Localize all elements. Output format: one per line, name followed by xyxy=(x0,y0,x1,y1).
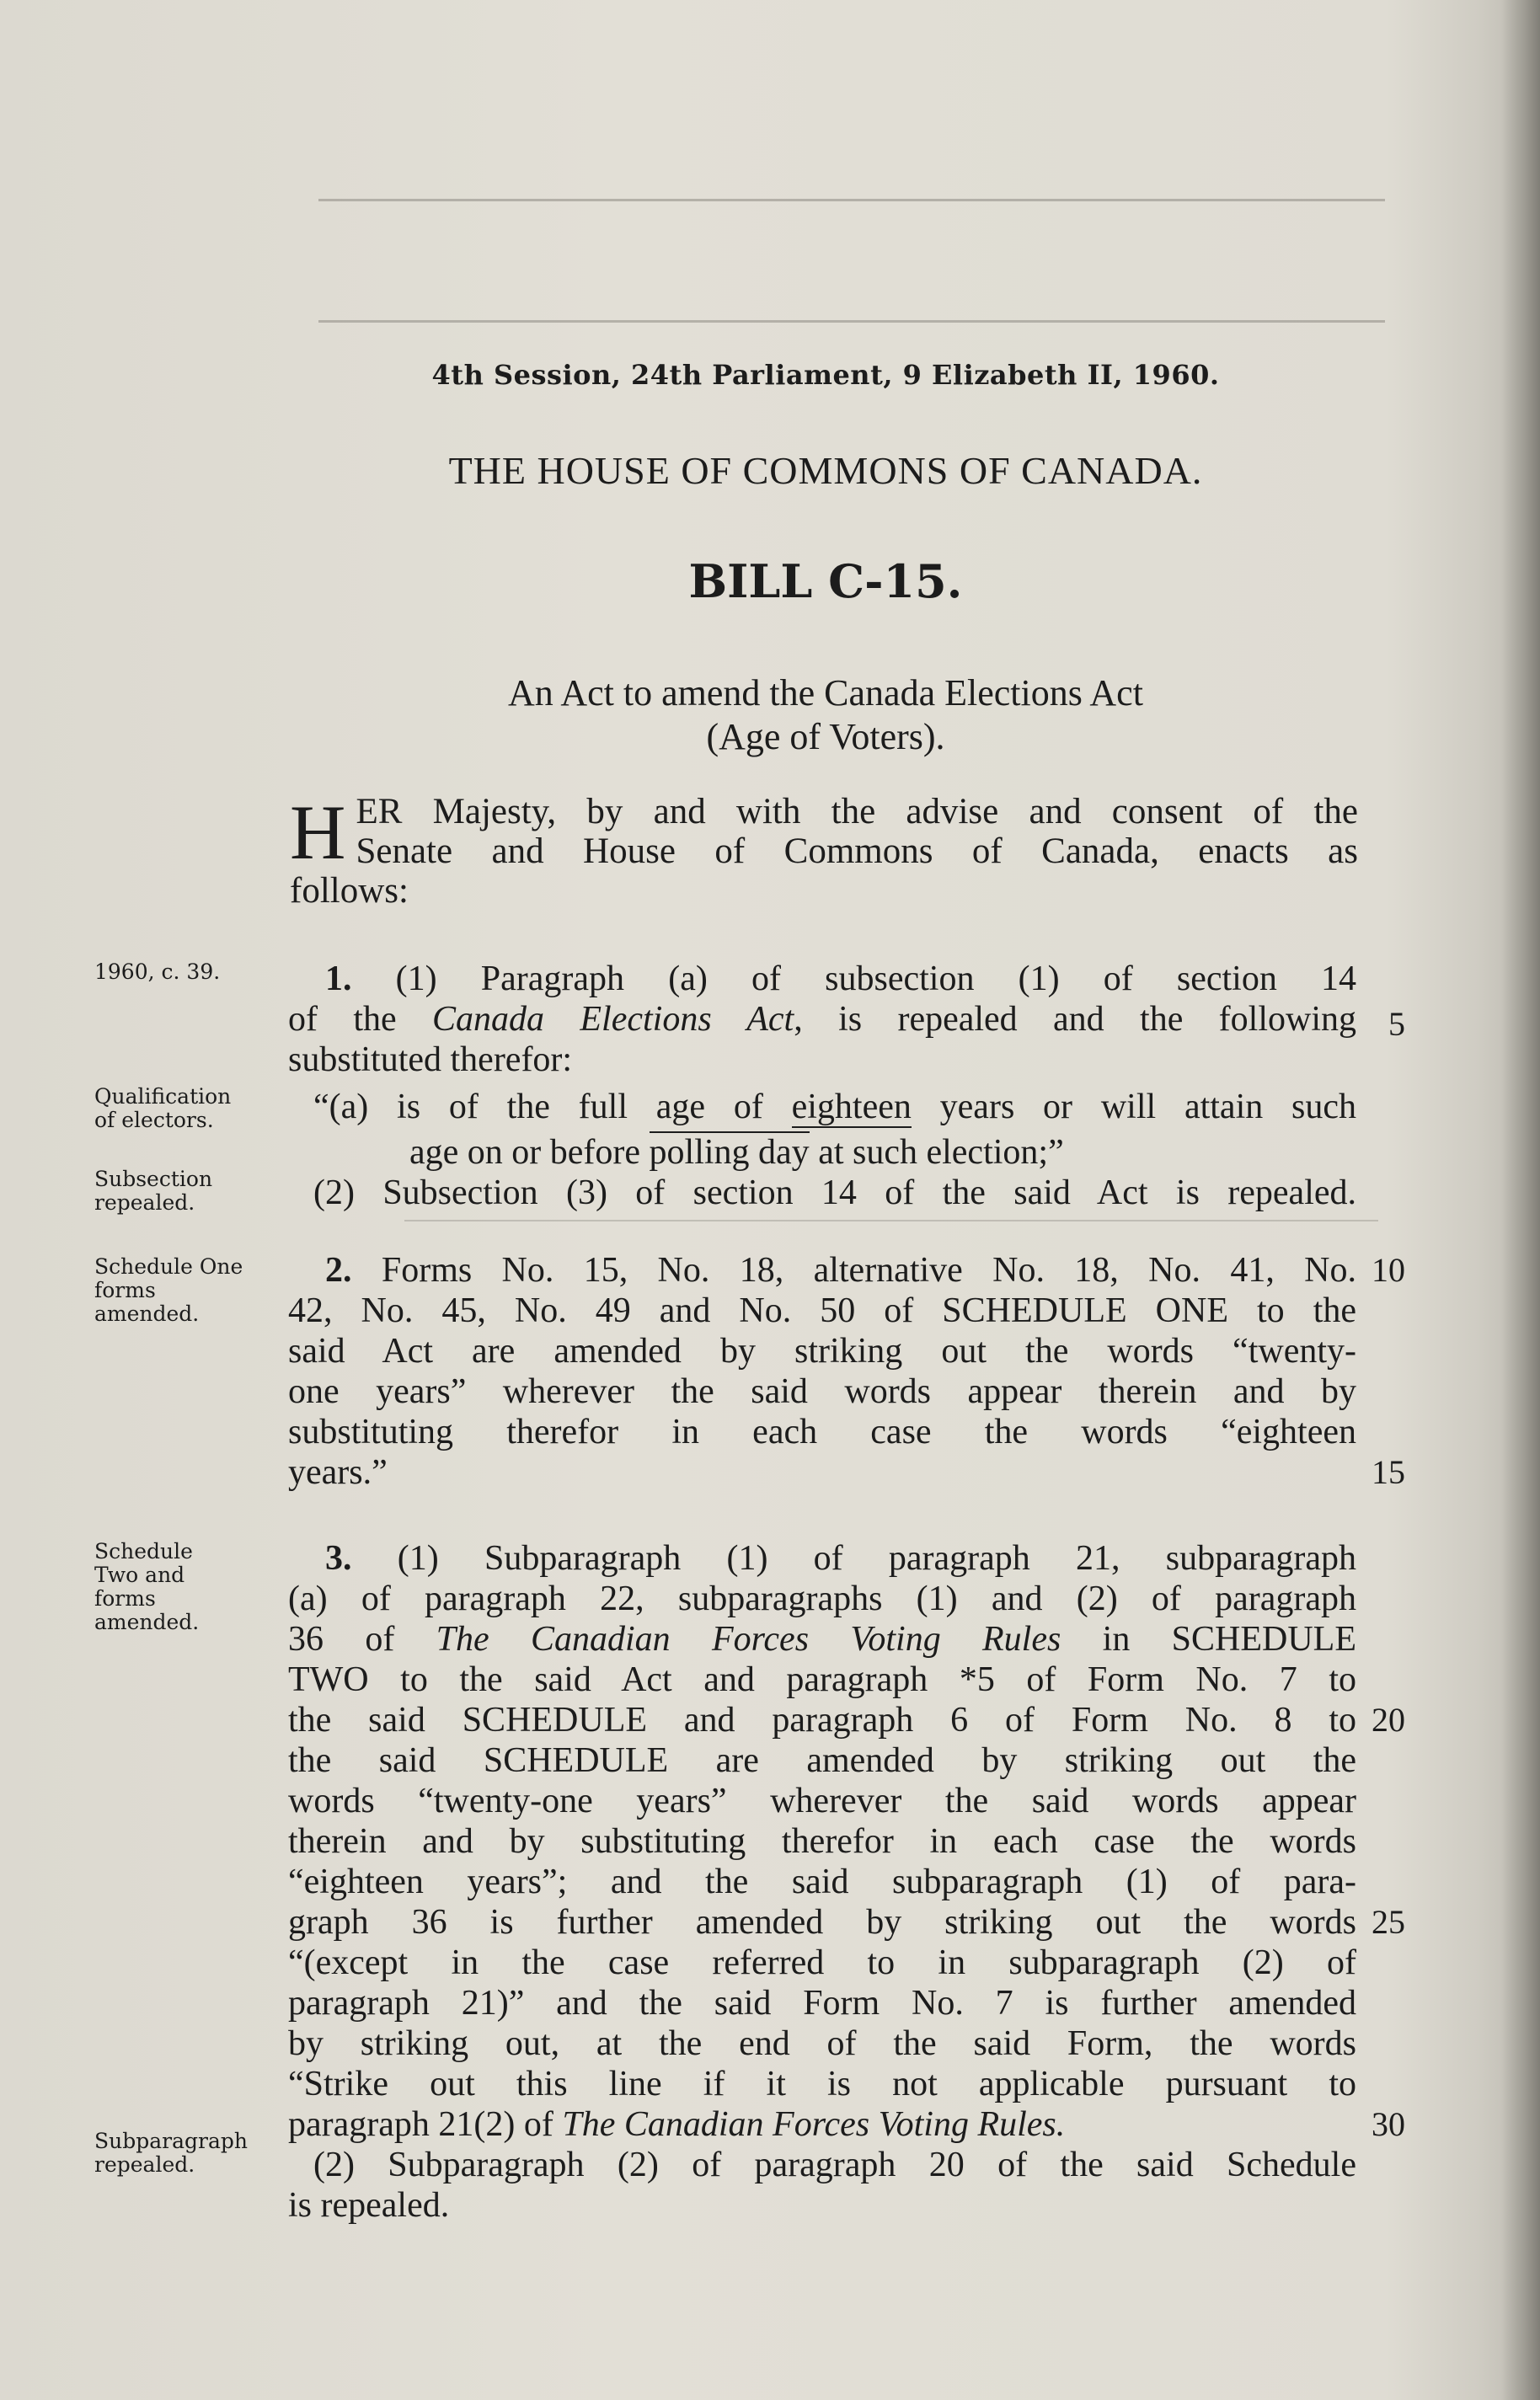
section-1-line: substituted therefor: xyxy=(288,1040,573,1079)
margin-note-text: Qualification xyxy=(94,1084,232,1109)
section-3-line xyxy=(288,1619,1356,1660)
section-3-line xyxy=(288,2104,1356,2145)
section-text: years or will attain such xyxy=(911,1088,1356,1126)
underlined-word: eighteen xyxy=(791,1088,912,1126)
section-3-line: graph 36 is further amended by striking out the words xyxy=(288,1903,1356,1942)
margin-note-text: Schedule One xyxy=(94,1254,243,1279)
section-text: (1) Subparagraph (1) of paragraph 21, subparagraph xyxy=(397,1539,1357,1578)
rules-name-italic: The Canadian Forces Voting Rules xyxy=(436,1620,1061,1659)
page-spine-shadow xyxy=(1501,0,1540,2400)
line-number: 5 xyxy=(1388,1005,1405,1043)
line-number: 25 xyxy=(1372,1903,1405,1941)
section-1-line xyxy=(288,1132,1356,1173)
section-3-line xyxy=(288,1538,1356,1579)
margin-note-subparagraph-repealed xyxy=(94,2130,288,2177)
section-text: at such election;” xyxy=(809,1133,1064,1172)
section-3 xyxy=(288,1538,1356,2226)
line-number: 30 xyxy=(1372,2105,1405,2143)
section-2-line: one years” wherever the said words appear therein and by xyxy=(288,1372,1356,1411)
enacting-clause xyxy=(290,789,1358,911)
header-rule-bottom xyxy=(318,320,1385,323)
section-number: 2. xyxy=(325,1251,352,1290)
section-number: 1. xyxy=(325,959,352,998)
section-3-line: (2) Subparagraph (2) of paragraph 20 of the said Schedule xyxy=(313,2146,1356,2184)
section-1-line xyxy=(288,999,1356,1040)
margin-note-schedule-two xyxy=(94,1540,288,1634)
section-2-line xyxy=(288,1250,1356,1291)
section-1 xyxy=(288,959,1356,1213)
act-name-italic: Canada Elections Act xyxy=(432,1000,794,1039)
enacting-line: ER Majesty, by and with the advise and consent of the xyxy=(356,792,1358,831)
margin-note-text: forms xyxy=(94,1586,156,1611)
header-rule-top xyxy=(318,199,1385,201)
act-title-line1: An Act to amend the Canada Elections Act xyxy=(508,672,1143,714)
section-text: in SCHEDULE xyxy=(1061,1620,1356,1659)
section-text: age on or before xyxy=(409,1133,650,1172)
house-title: THE HOUSE OF COMMONS OF CANADA. xyxy=(448,449,1203,492)
section-number: 3. xyxy=(325,1539,352,1578)
section-1-line xyxy=(288,1087,1356,1127)
margin-note-text: amended. xyxy=(94,1302,200,1326)
section-3-line: “(except in the case referred to in subparagraph (2) of xyxy=(288,1943,1356,1982)
enacting-line: Senate and House of Commons of Canada, enacts as xyxy=(356,831,1358,871)
section-1-line xyxy=(288,959,1356,999)
margin-note-text: 1960, c. 39. xyxy=(94,959,221,984)
section-text: “(a) is of the full age of xyxy=(313,1088,792,1126)
line-number: 20 xyxy=(1372,1701,1405,1739)
section-3-line: the said SCHEDULE and paragraph 6 of Form No. 8 to xyxy=(288,1701,1356,1740)
section-3-line: “Strike out this line if it is not applicable pursuant to xyxy=(288,2065,1356,2103)
section-2-line: said Act are amended by striking out the words “twenty- xyxy=(288,1332,1356,1371)
section-text: Forms No. 15, No. 18, alternative No. 18, No. 41, No. xyxy=(381,1251,1356,1290)
section-3-line: by striking out, at the end of the said Form, the words xyxy=(288,2024,1356,2063)
margin-note-citation xyxy=(94,960,288,984)
margin-note-text: repealed. xyxy=(94,1190,195,1215)
drop-cap: H xyxy=(290,789,346,875)
section-1-line: (2) Subsection (3) of section 14 of the said Act is repealed. xyxy=(313,1173,1356,1212)
bill-title: BILL C-15. xyxy=(688,554,963,608)
section-2-line: substituting therefor in each case the words “eighteen xyxy=(288,1413,1356,1451)
section-text: 36 of xyxy=(288,1620,436,1659)
section-2-line: 42, No. 45, No. 49 and No. 50 of SCHEDULE ONE to the xyxy=(288,1291,1356,1330)
rules-name-italic: The Canadian Forces Voting Rules. xyxy=(562,2105,1066,2144)
act-title-line2: (Age of Voters). xyxy=(706,716,945,757)
section-2-line: years.” xyxy=(288,1453,388,1492)
margin-note-schedule-one xyxy=(94,1255,288,1326)
section-3-line: (a) of paragraph 22, subparagraphs (1) and (2) of paragraph xyxy=(288,1580,1356,1618)
section-3-line: paragraph 21)” and the said Form No. 7 is further amended xyxy=(288,1984,1356,2023)
section-3-line: is repealed. xyxy=(288,2186,450,2225)
enacting-line: follows: xyxy=(290,871,409,911)
margin-note-text: forms xyxy=(94,1278,156,1302)
margin-note-text: Subsection xyxy=(94,1167,213,1191)
section-2 xyxy=(288,1250,1356,1493)
section-3-line: the said SCHEDULE are amended by striking out the xyxy=(288,1741,1356,1780)
section-text: of the xyxy=(288,1000,433,1039)
section-3-line: words “twenty-one years” wherever the said words appear xyxy=(288,1782,1356,1820)
section-3-line: “eighteen years”; and the said subparagraph (1) of para- xyxy=(288,1863,1356,1901)
margin-note-text: Two and xyxy=(94,1563,185,1587)
section-divider xyxy=(404,1220,1378,1221)
margin-note-text: Subparagraph xyxy=(94,2129,248,2153)
section-text: (1) Paragraph (a) of subsection (1) of section 14 xyxy=(395,959,1357,998)
overlined-word: polling day xyxy=(649,1133,810,1172)
section-3-line: therein and by substituting therefor in each case the words xyxy=(288,1822,1356,1861)
margin-note-subsection-repealed xyxy=(94,1168,288,1215)
margin-note-text: Schedule xyxy=(94,1539,193,1563)
section-3-line: TWO to the said Act and paragraph *5 of Form No. 7 to xyxy=(288,1660,1356,1699)
margin-note-text: amended. xyxy=(94,1610,200,1634)
line-number: 10 xyxy=(1372,1251,1405,1289)
margin-note-text: of electors. xyxy=(94,1108,214,1132)
session-line: 4th Session, 24th Parliament, 9 Elizabeth II, 1960. xyxy=(431,359,1220,391)
section-text: , is repealed and the following xyxy=(794,1000,1357,1039)
section-text: paragraph 21(2) of xyxy=(288,2105,563,2144)
line-number: 15 xyxy=(1372,1453,1405,1491)
margin-note-text: repealed. xyxy=(94,2152,195,2177)
margin-note-qualification xyxy=(94,1085,288,1132)
act-title xyxy=(286,671,1365,759)
